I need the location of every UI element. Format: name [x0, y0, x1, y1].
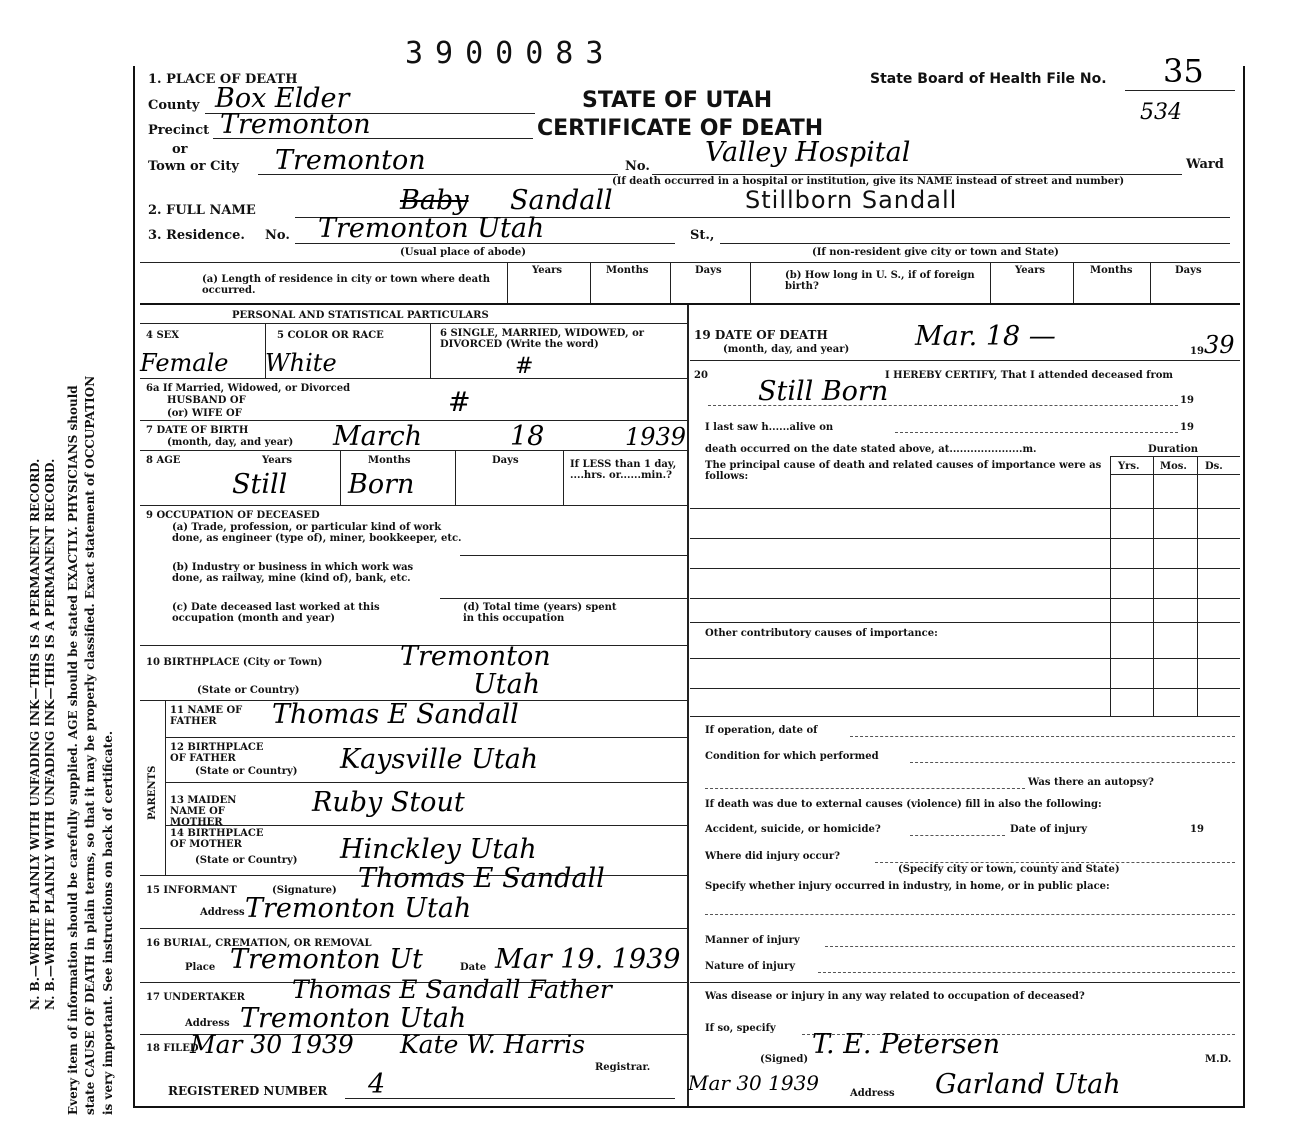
informant-signature: Thomas E Sandall	[358, 863, 605, 894]
burial-date: Mar 19. 1939	[495, 944, 681, 975]
extra-number: 534	[1140, 100, 1182, 125]
margin-instruction-2: state CAUSE OF DEATH in plain terms, so that it may be properly classified. Exact statement of OCCUPATION	[83, 375, 97, 1115]
facility-value: Valley Hospital	[705, 137, 911, 168]
name-typed: Stillborn Sandall	[745, 186, 958, 214]
town-label: Town or City	[148, 159, 239, 174]
spouse-label-c: (or) WIFE OF	[167, 408, 242, 419]
informant-address: Tremonton Utah	[245, 893, 472, 924]
frame-bottom	[133, 1106, 1245, 1108]
birth-state-label: (State or Country)	[197, 685, 300, 696]
residence-no-label: No.	[265, 228, 290, 243]
hospital-note: (If death occurred in a hospital or institution, give its NAME instead of street and number)	[612, 176, 1125, 187]
res-months-header: Months	[606, 265, 649, 276]
last-saw-label: I last saw h......alive on	[705, 422, 834, 433]
specify-whether-label: Specify whether injury occurred in industry, in home, or in public place:	[705, 881, 1110, 892]
mother-state-label: (State or Country)	[195, 855, 298, 866]
registered-number-label: REGISTERED NUMBER	[168, 1084, 328, 1098]
age-label: 8 AGE	[146, 455, 181, 466]
sex-label: 4 SEX	[146, 330, 180, 341]
residence-value: Tremonton Utah	[318, 213, 545, 244]
us-months-header: Months	[1090, 265, 1133, 276]
dod-year: 39	[1204, 331, 1235, 359]
registrar-label: Registrar.	[595, 1062, 651, 1073]
res-days-header: Days	[695, 265, 722, 276]
filed-date: Mar 30 1939	[190, 1030, 354, 1059]
document-number: 3900083	[405, 36, 616, 71]
certify-year-2: 19	[1180, 422, 1194, 433]
birthplace-value: Tremonton	[400, 641, 551, 672]
place-label: 1. PLACE OF DEATH	[148, 72, 298, 87]
age-years-value: Still	[232, 469, 288, 500]
center-divider	[687, 304, 689, 1106]
filed-label: 18 FILED	[146, 1043, 199, 1054]
duration-mos: Mos.	[1160, 461, 1187, 472]
cause-label: The principal cause of death and related causes of importance were as follows:	[705, 460, 1102, 482]
spouse-label-a: 6a If Married, Widowed, or Divorced	[146, 383, 351, 394]
registered-number: 4	[368, 1069, 386, 1100]
name-struck: Baby	[400, 185, 469, 216]
burial-place: Tremonton Ut	[230, 944, 423, 975]
mother-label: 13 MAIDEN NAME OF MOTHER	[170, 795, 237, 828]
burial-date-label: Date	[460, 962, 487, 973]
precinct-value: Tremonton	[220, 109, 371, 140]
specify-city-note: (Specify city or town, county and State)	[898, 864, 1120, 875]
dod-sub-label: (month, day, and year)	[723, 344, 850, 355]
occupation-c: (c) Date deceased last worked at this occupation (month and year)	[172, 602, 380, 624]
injury-date-label: Date of injury	[1010, 824, 1088, 835]
certify-value: Still Born	[758, 376, 889, 407]
duration-label: Duration	[1148, 444, 1199, 455]
birth-state-value: Utah	[473, 669, 541, 700]
less-than-day-label: If LESS than 1 day, ....hrs. or......min.?	[570, 459, 677, 481]
manner-label: Manner of injury	[705, 935, 800, 946]
dod-value: Mar. 18 —	[915, 321, 1056, 352]
undertaker-address-label: Address	[185, 1018, 230, 1029]
margin-warning-1: N. B.—WRITE PLAINLY WITH UNFADING INK—THIS IS A PERMANENT RECORD.	[28, 458, 42, 1010]
accident-label: Accident, suicide, or homicide?	[705, 824, 881, 835]
length-residence-label: (a) Length of residence in city or town where death occurred.	[202, 274, 491, 296]
burial-label: 16 BURIAL, CREMATION, OR REMOVAL	[146, 938, 372, 949]
town-value: Tremonton	[275, 145, 426, 176]
operation-date-label: If operation, date of	[705, 725, 818, 736]
county-label: County	[148, 98, 200, 113]
occupation-b: (b) Industry or business in which work was done, as railway, mine (kind of), bank, etc.	[172, 562, 414, 584]
full-name-label: 2. FULL NAME	[148, 203, 256, 218]
margin-warning-2: N. B.—WRITE PLAINLY WITH UNFADING INK—THIS IS A PERMANENT RECORD.	[43, 458, 57, 1010]
spouse-label-b: HUSBAND OF	[167, 395, 246, 406]
race-value: White	[265, 349, 337, 377]
dob-label: 7 DATE OF BIRTH	[146, 425, 249, 436]
registrar-name: Kate W. Harris	[400, 1030, 586, 1059]
father-value: Thomas E Sandall	[272, 699, 519, 730]
file-label: State Board of Health File No.	[870, 71, 1107, 87]
spouse-value: #	[448, 387, 471, 418]
mother-birthplace-label: 14 BIRTHPLACE OF MOTHER	[170, 828, 264, 850]
parents-side-label: PARENTS	[147, 765, 158, 820]
duration-ds: Ds.	[1205, 461, 1223, 472]
injury-year: 19	[1190, 824, 1204, 835]
marital-label: 6 SINGLE, MARRIED, WIDOWED, or DIVORCED (Write the word)	[440, 328, 645, 350]
father-state-label: (State or Country)	[195, 766, 298, 777]
frame-left	[133, 66, 135, 1108]
occupation-d: (d) Total time (years) spent in this occupation	[463, 602, 617, 624]
physician-signature: T. E. Petersen	[812, 1029, 1000, 1060]
or-label: or	[172, 142, 188, 157]
file-number: 35	[1163, 52, 1204, 90]
occupation-related-label: Was disease or injury in any way related to occupation of deceased?	[705, 991, 1085, 1002]
state-title: STATE OF UTAH	[582, 88, 773, 113]
residence-label: 3. Residence.	[148, 228, 245, 243]
informant-address-label: Address	[200, 907, 245, 918]
duration-yrs: Yrs.	[1118, 461, 1140, 472]
father-birthplace-label: 12 BIRTHPLACE OF FATHER	[170, 742, 264, 764]
contributory-label: Other contributory causes of importance:	[705, 628, 938, 639]
certify-text: I HEREBY CERTIFY, That I attended deceased from	[885, 370, 1174, 381]
informant-label: 15 INFORMANT	[146, 885, 237, 896]
race-label: 5 COLOR OR RACE	[277, 330, 384, 341]
autopsy-label: Was there an autopsy?	[1028, 777, 1154, 788]
us-years-header: Years	[1015, 265, 1046, 276]
father-birthplace-value: Kaysville Utah	[340, 744, 539, 775]
frame-right	[1243, 66, 1245, 1108]
dob-year: 1939	[625, 423, 687, 451]
age-years-label: Years	[262, 455, 293, 466]
occupation-a: (a) Trade, profession, or particular kind of work done, as engineer (type of), miner, bookkeeper, etc.	[172, 522, 462, 544]
certify-year-1: 19	[1180, 395, 1194, 406]
occupation-label: 9 OCCUPATION OF DECEASED	[146, 510, 320, 521]
margin-instruction-3: is very important. See instructions on back of certificate.	[101, 730, 115, 1115]
certificate-title: CERTIFICATE OF DEATH	[537, 116, 824, 141]
md-label: M.D.	[1205, 1054, 1232, 1065]
abode-note: (Usual place of abode)	[400, 247, 526, 258]
dob-sub-label: (month, day, and year)	[167, 437, 294, 448]
ward-label: Ward	[1186, 157, 1224, 172]
us-residence-label: (b) How long in U. S., if of foreign birth?	[785, 270, 975, 292]
mother-birthplace-value: Hinckley Utah	[340, 834, 537, 865]
personal-section-title: PERSONAL AND STATISTICAL PARTICULARS	[232, 310, 489, 321]
dod-year-prefix: 19	[1190, 346, 1204, 357]
facility-no-label: No.	[625, 159, 650, 174]
physician-address: Garland Utah	[935, 1069, 1121, 1100]
name-surname: Sandall	[510, 185, 613, 216]
sex-value: Female	[140, 349, 229, 377]
external-causes-label: If death was due to external causes (violence) fill in also the following:	[705, 799, 1102, 810]
undertaker-address: Tremonton Utah	[240, 1003, 467, 1034]
age-months-value: Born	[348, 469, 415, 500]
nonresident-note: (If non-resident give city or town and State)	[812, 247, 1059, 258]
signed-label: (Signed)	[760, 1054, 809, 1065]
injury-where-label: Where did injury occur?	[705, 851, 841, 862]
physician-sig-date: Mar 30 1939	[688, 1071, 820, 1095]
death-occurred-label: death occurred on the date stated above, at.....................m.	[705, 444, 1037, 455]
dob-month: March	[333, 421, 423, 452]
us-days-header: Days	[1175, 265, 1202, 276]
birthplace-label: 10 BIRTHPLACE (City or Town)	[146, 657, 323, 668]
dob-day: 18	[510, 421, 545, 452]
undertaker-name: Thomas E Sandall Father	[292, 975, 612, 1004]
age-days-label: Days	[492, 455, 519, 466]
burial-place-label: Place	[185, 962, 216, 973]
operation-condition-label: Condition for which performed	[705, 751, 879, 762]
residence-st-label: St.,	[690, 228, 715, 243]
dod-label: 19 DATE OF DEATH	[694, 328, 828, 342]
header-divider	[140, 303, 1240, 305]
county-value: Box Elder	[215, 83, 350, 114]
marital-value: #	[515, 354, 534, 379]
margin-instruction-1: Every item of information should be carefully supplied. AGE should be stated EXACTLY. PHYSICIANS should	[66, 385, 80, 1115]
if-so-label: If so, specify	[705, 1023, 776, 1034]
age-months-label: Months	[368, 455, 411, 466]
physician-address-label: Address	[850, 1088, 895, 1099]
certify-number: 20	[694, 370, 708, 381]
mother-value: Ruby Stout	[312, 787, 465, 818]
nature-label: Nature of injury	[705, 961, 796, 972]
informant-sig-label: (Signature)	[272, 885, 337, 896]
res-years-header: Years	[532, 265, 563, 276]
undertaker-label: 17 UNDERTAKER	[146, 992, 245, 1003]
father-label: 11 NAME OF FATHER	[170, 705, 243, 727]
precinct-label: Precinct	[148, 123, 210, 138]
